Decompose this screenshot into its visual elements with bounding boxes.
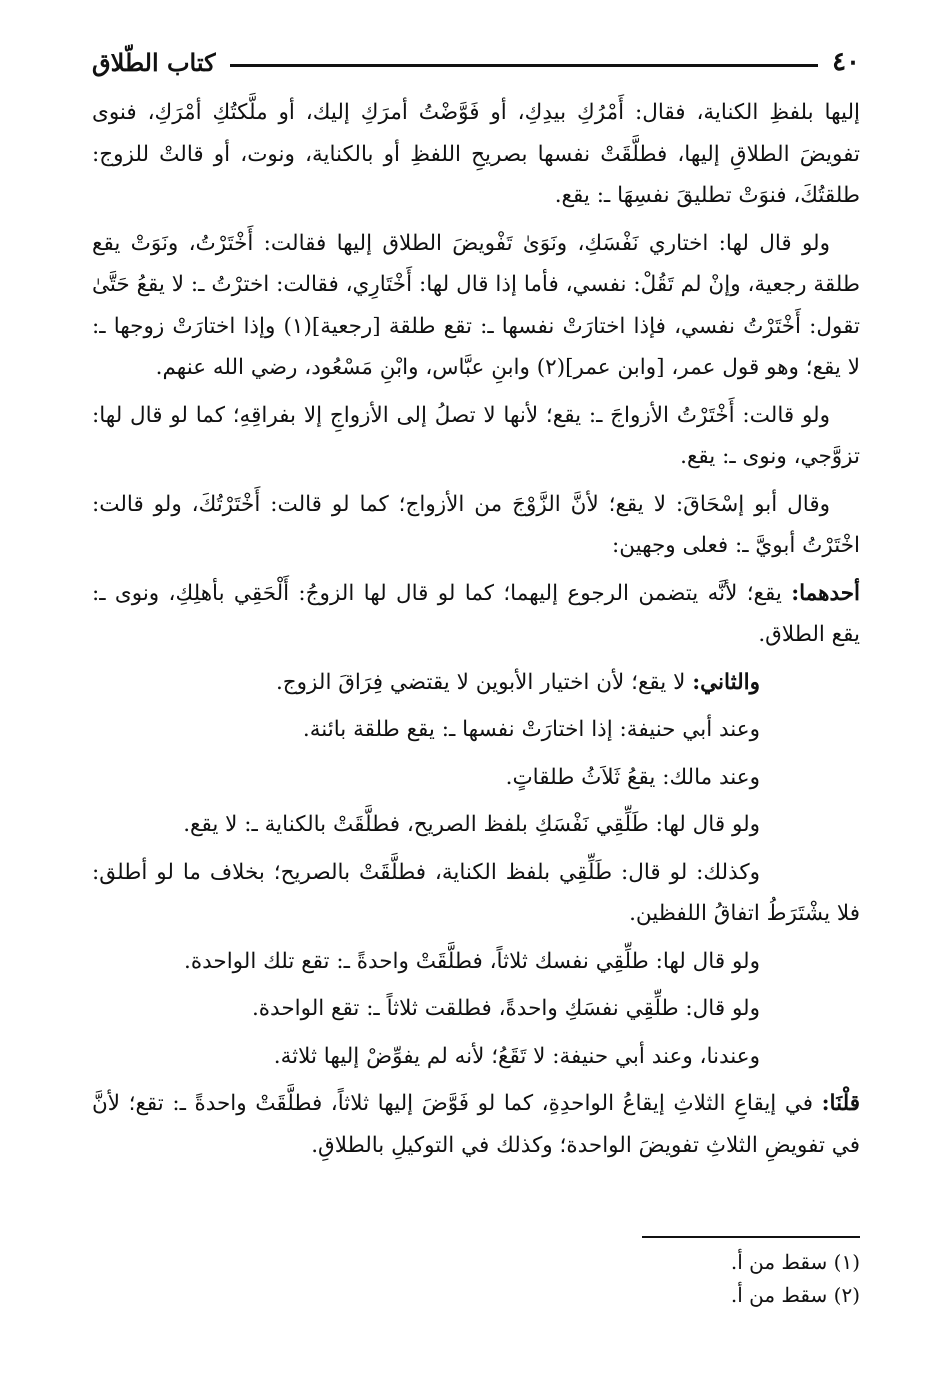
header-rule	[230, 64, 819, 67]
paragraph: وعند أبي حنيفة: إذا اختارَتْ نفسها ـ: يقع طلقة بائنة.	[302, 717, 760, 742]
paragraph: ولو قال لها: اختاري نَفْسَكِ، ونَوَىٰ تَفْويضَ الطلاق إليها فقالت: أَخْتَرْتُ، ونَوَتْ يقع طلقة رجعية، وإنْ لم تَقُلْ: نفسي، فأما إذا قال لها: أَخْتَارِي، فقالت: اخترْتُ ـ: لا يقعُ حَتَّىٰ تقول: أَخْتَرْتُ نفسي، فإذا اختارَتْ نفسها ـ: تقع طلقة [رجعية](١) وإذا اختارَتْ زوجها ـ: لا يقع؛ وهو قول عمر، [وابن عمر](٢) وابنِ عبَّاس، وابْنِ مَسْعُود، رضي الله عنهم.	[92, 230, 860, 380]
paragraph: وعندنا، وعند أبي حنيفة: لا تَقَعُ؛ لأنه لم يفوِّضْ إليها ثلاثة.	[273, 1043, 760, 1069]
paragraph-lead: أحدهما:	[791, 580, 860, 606]
paragraph-text: يقع؛ لأنَّه يتضمن الرجوع إليهما؛ كما لو قال لها الزوجُ: أَلْحَقِي بأهلِكِ، ونوى ـ: يقع الطلاق.	[92, 580, 860, 647]
paragraph	[92, 1083, 860, 1166]
page-header	[92, 40, 860, 84]
paragraph: ولو قال: طلِّقِي نفسَكِ واحدةً، فطلقت ثلاثاً ـ: تقع الواحدة.	[251, 996, 760, 1021]
paragraph: وكذلك: لو قال: طَلِّقِي بلفظ الكناية، فطلَّقَتْ بالصريح؛ بخلاف ما لو أطلق: فلا يشْتَرَطُ اتفاقُ اللفظين.	[92, 859, 860, 926]
paragraph	[92, 662, 860, 704]
page-number: ٤٠	[832, 47, 860, 77]
paragraph-text: في إيقاعِ الثلاثِ إيقاعُ الواحدِةِ، كما لو فَوَّضَ إليها ثلاثاً، فطلَّقَتْ واحدةً ـ: تقع؛ لأنَّ في تفويضِ الثلاثِ تفويضَ الواحدة؛ وكذلك في التوكيلِ بالطلاقِ.	[92, 1091, 860, 1158]
paragraph: ولو قال لها: طَلِّقِي نَفْسَكِ بلفظ الصريح، فطلَّقَتْ بالكناية ـ: لا يقع.	[183, 812, 760, 837]
paragraph: إليها بلفظِ الكناية، فقال: أَمْرُكِ بيدِكِ، أو فَوَّضْتُ أمرَكِ إليك، أو ملَّكتُكِ أمْرَكِ، فنوى تفويضَ الطلاقِ إليها، فطلَّقَتْ نفسها بصريحِ اللفظِ أو بالكناية، ونوت، أو قالتْ للزوج: طلقتُكَ، فنوَتْ تطليقَ نفسِهَا ـ: يقع.	[92, 100, 860, 208]
paragraph: وقال أبو إسْحَاقَ: لا يقع؛ لأنَّ الزَّوْجَ من الأزواج؛ كما لو قالت: أَخْتَرْتُكَ، ولو قالت: اخْتَرْتُ أبويَّ ـ: فعلى وجهين:	[92, 491, 860, 558]
footnote: (١) سقط من أ.	[730, 1250, 860, 1274]
footnote-rule	[642, 1236, 860, 1238]
footnote: (٢) سقط من أ.	[730, 1283, 860, 1307]
paragraph-lead: والثاني:	[692, 669, 760, 695]
paragraph: ولو قالت: أَخْتَرْتُ الأزواجَ ـ: يقع؛ لأنها لا تصلُ إلى الأزواجِ إلا بفراقِهِ؛ كما لو قال لها: تزوَّجي، ونوى ـ: يقع.	[92, 402, 860, 469]
footnotes	[560, 1236, 860, 1312]
book-title: كتاب الطّلاق	[92, 47, 216, 77]
main-text	[92, 92, 860, 1166]
paragraph-lead: قلْنَا:	[821, 1091, 860, 1116]
paragraph-text: لا يقع؛ لأن اختيار الأبوين لا يقتضي فِرَاقَ الزوج.	[275, 669, 693, 695]
paragraph: وعند مالك: يقعُ ثَلاَثُ طلقاتٍ.	[505, 764, 760, 790]
paragraph: ولو قال لها: طلِّقِي نفسك ثلاثاً، فطلَّقَتْ واحدةً ـ: تقع تلك الواحدة.	[184, 948, 760, 974]
paragraph	[92, 573, 860, 656]
